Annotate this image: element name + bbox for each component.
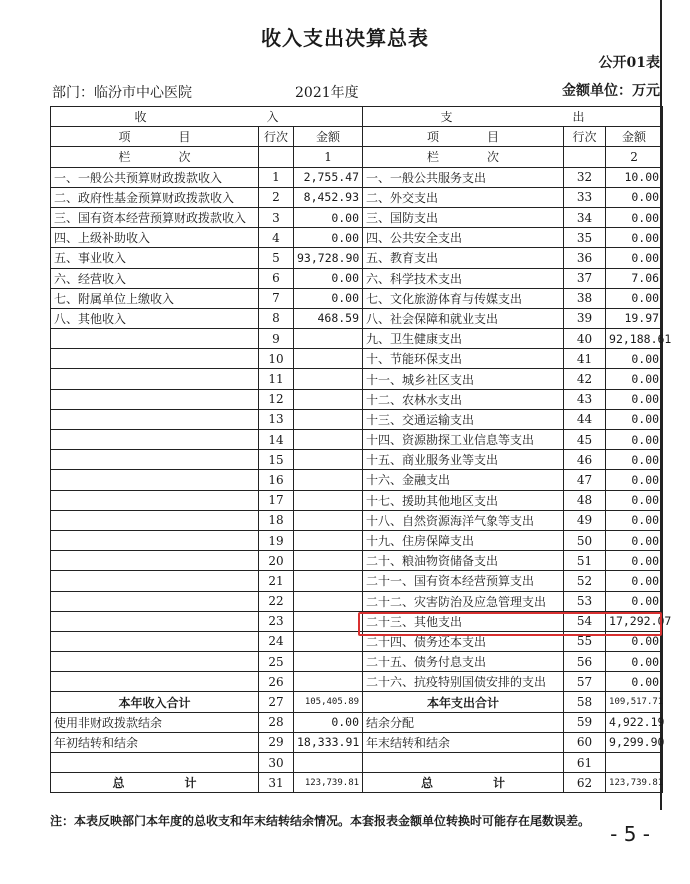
income-item: 二、政府性基金预算财政拨款收入 — [51, 187, 259, 207]
expense-item: 十二、农林水支出 — [363, 389, 564, 409]
income-column-index: 1 — [294, 147, 363, 167]
income-row-number: 16 — [259, 470, 294, 490]
income-amount — [294, 571, 363, 591]
expense-amount: 7.06 — [606, 268, 663, 288]
income-item: 八、其他收入 — [51, 308, 259, 328]
expense-row-number: 56 — [564, 652, 606, 672]
department-label: 部门：临汾市中心医院 — [52, 85, 192, 101]
expense-amount: 0.00 — [606, 672, 663, 692]
table-row — [51, 349, 663, 369]
expense-item: 四、公共安全支出 — [363, 228, 564, 248]
expense-item: 二十五、债务付息支出 — [363, 652, 564, 672]
expense-item: 二十二、灾害防治及应急管理支出 — [363, 591, 564, 611]
table-row — [51, 652, 663, 672]
expense-row-number: 42 — [564, 369, 606, 389]
expense-row-number: 61 — [564, 753, 606, 773]
table-row — [51, 753, 663, 773]
expense-row-number: 38 — [564, 288, 606, 308]
expense-item: 十五、商业服务业等支出 — [363, 450, 564, 470]
income-amount: 0.00 — [294, 288, 363, 308]
income-amount: 105,405.89 — [294, 692, 363, 712]
table-row — [51, 268, 663, 288]
expense-row-number: 58 — [564, 692, 606, 712]
expense-amount: 0.00 — [606, 652, 663, 672]
table-row — [51, 773, 663, 793]
income-row-number: 3 — [259, 207, 294, 227]
income-amount: 0.00 — [294, 207, 363, 227]
highlight-box — [358, 612, 662, 636]
income-item — [51, 672, 259, 692]
table-row — [51, 389, 663, 409]
income-amount: 93,728.90 — [294, 248, 363, 268]
expense-item-header: 项 目 — [363, 127, 564, 147]
income-amount — [294, 329, 363, 349]
expense-item: 二十六、抗疫特别国债安排的支出 — [363, 672, 564, 692]
income-amount: 123,739.81 — [294, 773, 363, 793]
income-row-number: 29 — [259, 732, 294, 752]
income-row-number: 27 — [259, 692, 294, 712]
income-row-number: 11 — [259, 369, 294, 389]
income-row-number: 6 — [259, 268, 294, 288]
income-row-number: 13 — [259, 409, 294, 429]
table-row — [51, 591, 663, 611]
expense-row-number: 53 — [564, 591, 606, 611]
income-row-number: 20 — [259, 551, 294, 571]
empty-cell — [259, 147, 294, 167]
expense-row-number: 51 — [564, 551, 606, 571]
expense-row-number: 55 — [564, 631, 606, 651]
expense-item: 十八、自然资源海洋气象等支出 — [363, 510, 564, 530]
income-row-number: 15 — [259, 450, 294, 470]
table-row — [51, 228, 663, 248]
income-row-number: 12 — [259, 389, 294, 409]
expense-row-number: 46 — [564, 450, 606, 470]
expense-item: 一、一般公共服务支出 — [363, 167, 564, 187]
income-item — [51, 652, 259, 672]
income-amount: 0.00 — [294, 228, 363, 248]
section-header-row — [51, 107, 663, 127]
income-item — [51, 510, 259, 530]
income-row-number: 21 — [259, 571, 294, 591]
expense-item: 十三、交通运输支出 — [363, 409, 564, 429]
expense-section-header: 支 出 — [363, 107, 663, 127]
income-item: 年初结转和结余 — [51, 732, 259, 752]
expense-amount: 92,188.61 — [606, 329, 663, 349]
income-row-number: 7 — [259, 288, 294, 308]
income-item: 六、经营收入 — [51, 268, 259, 288]
income-item: 使用非财政拨款结余 — [51, 712, 259, 732]
income-row-number: 30 — [259, 753, 294, 773]
expense-item: 三、国防支出 — [363, 207, 564, 227]
expense-item: 结余分配 — [363, 712, 564, 732]
expense-item: 十六、金融支出 — [363, 470, 564, 490]
expense-row-number: 47 — [564, 470, 606, 490]
income-amount: 0.00 — [294, 268, 363, 288]
expense-amount: 0.00 — [606, 571, 663, 591]
income-item — [51, 490, 259, 510]
table-row — [51, 732, 663, 752]
income-item — [51, 591, 259, 611]
column-index-row — [51, 147, 663, 167]
expense-amount: 0.00 — [606, 409, 663, 429]
income-row-number: 8 — [259, 308, 294, 328]
column-header-row — [51, 127, 663, 147]
income-item — [51, 349, 259, 369]
table-row — [51, 167, 663, 187]
income-amount: 18,333.91 — [294, 732, 363, 752]
expense-item: 九、卫生健康支出 — [363, 329, 564, 349]
empty-cell — [564, 147, 606, 167]
table-row — [51, 207, 663, 227]
income-rowno-header: 行次 — [259, 127, 294, 147]
expense-amount: 0.00 — [606, 187, 663, 207]
expense-amount: 0.00 — [606, 510, 663, 530]
expense-item: 二十三、其他支出 — [363, 611, 564, 631]
income-item — [51, 409, 259, 429]
income-item — [51, 631, 259, 651]
table-row — [51, 551, 663, 571]
income-row-number: 19 — [259, 530, 294, 550]
expense-amount: 4,922.19 — [606, 712, 663, 732]
expense-amount: 0.00 — [606, 551, 663, 571]
income-amount: 468.59 — [294, 308, 363, 328]
expense-item: 十、节能环保支出 — [363, 349, 564, 369]
page-number: - 5 - — [610, 822, 650, 846]
expense-amount: 0.00 — [606, 450, 663, 470]
income-row-number: 5 — [259, 248, 294, 268]
expense-row-number: 33 — [564, 187, 606, 207]
expense-amount: 109,517.71 — [606, 692, 663, 712]
table-row — [51, 510, 663, 530]
expense-item: 本年支出合计 — [363, 692, 564, 712]
income-amount — [294, 389, 363, 409]
income-amount — [294, 611, 363, 631]
expense-row-number: 37 — [564, 268, 606, 288]
expense-item: 六、科学技术支出 — [363, 268, 564, 288]
expense-item: 十九、住房保障支出 — [363, 530, 564, 550]
income-amount — [294, 652, 363, 672]
income-item — [51, 369, 259, 389]
expense-item: 十四、资源勘探工业信息等支出 — [363, 430, 564, 450]
income-amount: 8,452.93 — [294, 187, 363, 207]
expense-amount: 0.00 — [606, 288, 663, 308]
expense-amount: 0.00 — [606, 490, 663, 510]
income-amount — [294, 631, 363, 651]
income-amount — [294, 591, 363, 611]
expense-item: 五、教育支出 — [363, 248, 564, 268]
expense-amount: 0.00 — [606, 389, 663, 409]
expense-item: 二十一、国有资本经营预算支出 — [363, 571, 564, 591]
expense-amount: 17,292.07 — [606, 611, 663, 631]
income-item — [51, 329, 259, 349]
income-amount — [294, 349, 363, 369]
income-row-number: 4 — [259, 228, 294, 248]
table-row — [51, 672, 663, 692]
income-item: 三、国有资本经营预算财政拨款收入 — [51, 207, 259, 227]
expense-amount: 0.00 — [606, 631, 663, 651]
expense-amount: 10.00 — [606, 167, 663, 187]
income-row-number: 14 — [259, 430, 294, 450]
expense-amount: 0.00 — [606, 470, 663, 490]
expense-row-number: 60 — [564, 732, 606, 752]
income-row-number: 2 — [259, 187, 294, 207]
expense-row-number: 59 — [564, 712, 606, 732]
income-amount — [294, 551, 363, 571]
table-row — [51, 329, 663, 349]
expense-row-number: 39 — [564, 308, 606, 328]
income-item — [51, 611, 259, 631]
income-item — [51, 430, 259, 450]
expense-row-number: 48 — [564, 490, 606, 510]
income-item — [51, 530, 259, 550]
income-amount — [294, 753, 363, 773]
expense-row-number: 36 — [564, 248, 606, 268]
income-item — [51, 551, 259, 571]
expense-rowno-header: 行次 — [564, 127, 606, 147]
expense-item: 八、社会保障和就业支出 — [363, 308, 564, 328]
expense-row-number: 50 — [564, 530, 606, 550]
expense-row-number: 35 — [564, 228, 606, 248]
table-row — [51, 712, 663, 732]
income-row-number: 18 — [259, 510, 294, 530]
income-item — [51, 753, 259, 773]
expense-row-number: 62 — [564, 773, 606, 793]
income-amount — [294, 409, 363, 429]
table-row — [51, 187, 663, 207]
expense-column-label: 栏 次 — [363, 147, 564, 167]
expense-item: 总 计 — [363, 773, 564, 793]
expense-item — [363, 753, 564, 773]
expense-item: 二十四、债务还本支出 — [363, 631, 564, 651]
expense-item: 二十、粮油物资储备支出 — [363, 551, 564, 571]
form-number: 公开01表 — [598, 55, 660, 71]
income-item: 四、上级补助收入 — [51, 228, 259, 248]
expense-row-number: 32 — [564, 167, 606, 187]
table-row — [51, 490, 663, 510]
expense-item: 七、文化旅游体育与传媒支出 — [363, 288, 564, 308]
income-row-number: 23 — [259, 611, 294, 631]
income-amount — [294, 490, 363, 510]
income-row-number: 10 — [259, 349, 294, 369]
income-amount: 2,755.47 — [294, 167, 363, 187]
expense-item: 十七、援助其他地区支出 — [363, 490, 564, 510]
income-amount — [294, 430, 363, 450]
table-row — [51, 470, 663, 490]
expense-amount: 0.00 — [606, 207, 663, 227]
expense-row-number: 54 — [564, 611, 606, 631]
expense-row-number: 44 — [564, 409, 606, 429]
income-amount — [294, 470, 363, 490]
expense-amount: 19.97 — [606, 308, 663, 328]
expense-amount: 0.00 — [606, 248, 663, 268]
expense-row-number: 45 — [564, 430, 606, 450]
table-row — [51, 248, 663, 268]
expense-item: 二、外交支出 — [363, 187, 564, 207]
income-item — [51, 389, 259, 409]
income-item: 七、附属单位上缴收入 — [51, 288, 259, 308]
expense-amount: 0.00 — [606, 530, 663, 550]
income-column-label: 栏 次 — [51, 147, 259, 167]
income-expense-table — [50, 106, 672, 793]
expense-amount: 123,739.81 — [606, 773, 663, 793]
fiscal-year: 2021年度 — [295, 85, 359, 101]
income-amount — [294, 450, 363, 470]
income-amount — [294, 530, 363, 550]
table-row — [51, 288, 663, 308]
income-amount — [294, 510, 363, 530]
income-row-number: 25 — [259, 652, 294, 672]
income-item: 总 计 — [51, 773, 259, 793]
expense-amount: 0.00 — [606, 591, 663, 611]
amount-unit: 金额单位：万元 — [562, 83, 660, 99]
expense-row-number: 52 — [564, 571, 606, 591]
expense-item: 年末结转和结余 — [363, 732, 564, 752]
expense-amount-header: 金额 — [606, 127, 663, 147]
expense-row-number: 57 — [564, 672, 606, 692]
income-row-number: 9 — [259, 329, 294, 349]
expense-amount: 0.00 — [606, 369, 663, 389]
footnote: 注：本表反映部门本年度的总收支和年末结转结余情况。本套报表金额单位转换时可能存在尾数误差。 — [50, 814, 591, 828]
table-row — [51, 530, 663, 550]
table-row — [51, 450, 663, 470]
income-amount: 0.00 — [294, 712, 363, 732]
income-item — [51, 470, 259, 490]
expense-amount: 0.00 — [606, 430, 663, 450]
expense-row-number: 41 — [564, 349, 606, 369]
income-row-number: 22 — [259, 591, 294, 611]
expense-row-number: 43 — [564, 389, 606, 409]
expense-amount: 0.00 — [606, 228, 663, 248]
expense-row-number: 49 — [564, 510, 606, 530]
income-row-number: 28 — [259, 712, 294, 732]
table-row — [51, 409, 663, 429]
income-row-number: 24 — [259, 631, 294, 651]
report-title: 收入支出决算总表 — [261, 26, 429, 50]
income-item: 五、事业收入 — [51, 248, 259, 268]
table-row — [51, 308, 663, 328]
expense-row-number: 40 — [564, 329, 606, 349]
table-row — [51, 692, 663, 712]
expense-amount — [606, 753, 663, 773]
income-row-number: 31 — [259, 773, 294, 793]
expense-row-number: 34 — [564, 207, 606, 227]
income-item: 一、一般公共预算财政拨款收入 — [51, 167, 259, 187]
table-row — [51, 430, 663, 450]
income-item — [51, 450, 259, 470]
income-item-header: 项 目 — [51, 127, 259, 147]
table-row — [51, 369, 663, 389]
expense-amount: 0.00 — [606, 349, 663, 369]
income-item — [51, 571, 259, 591]
expense-column-index: 2 — [606, 147, 663, 167]
income-row-number: 17 — [259, 490, 294, 510]
income-item: 本年收入合计 — [51, 692, 259, 712]
income-row-number: 1 — [259, 167, 294, 187]
income-amount-header: 金额 — [294, 127, 363, 147]
income-row-number: 26 — [259, 672, 294, 692]
income-amount — [294, 672, 363, 692]
table-row — [51, 571, 663, 591]
expense-item: 十一、城乡社区支出 — [363, 369, 564, 389]
income-amount — [294, 369, 363, 389]
income-section-header: 收 入 — [51, 107, 363, 127]
expense-amount: 9,299.90 — [606, 732, 663, 752]
